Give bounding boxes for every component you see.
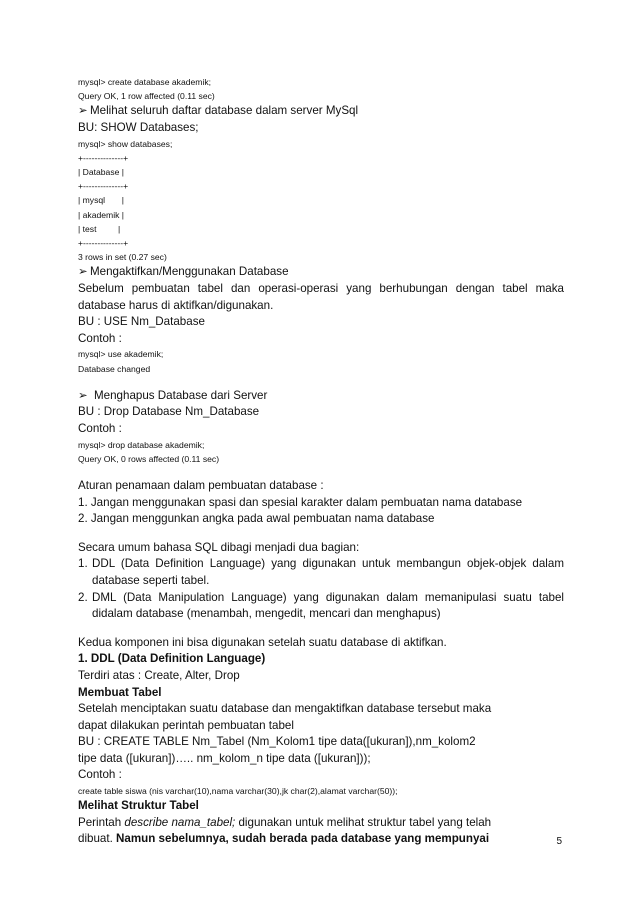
syntax-line: tipe data ([ukuran])….. nm_kolom_n tipe data ([ukuran])); [78,751,371,765]
page-content [78,75,564,848]
list-number: 1. [78,557,88,571]
code-output: Query OK, 0 rows affected (0.11 sec) [78,453,220,464]
arrow-bullet-icon: ➢ [78,104,88,118]
syntax-line: BU : CREATE TABLE Nm_Tabel (Nm_Kolom1 tipe data([ukuran]),nm_kolom2 [78,735,476,749]
table-border: +--------------+ [78,181,129,192]
page-number: 5 [556,836,562,847]
code-output: 3 rows in set (0.27 sec) [78,252,167,263]
subsection-heading: Melihat Struktur Tabel [78,799,199,813]
arrow-bullet-icon: ➢ [78,388,88,402]
code-term: describe nama_tabel; [124,815,236,829]
code-line: mysql> show databases; [78,138,173,149]
list-item-dml [78,590,564,623]
example-label: Contoh : [78,768,122,782]
paragraph: Sebelum pembuatan tabel dan operasi-operasi yang berhubungan dengan tabel maka database harus di aktifkan/digunakan. [78,282,564,312]
text-span: dibuat. [78,832,117,846]
table-row: | test | [78,223,121,234]
bullet-show-databases [78,103,564,120]
section-heading: 1. DDL (Data Definition Language) [78,652,266,666]
code-line: mysql> create database akademik; [78,77,212,87]
paragraph: Setelah menciptakan suatu database dan mengaktifkan database tersebut maka [78,702,492,716]
syntax-line: BU : USE Nm_Database [78,315,205,329]
syntax-line: BU: SHOW Databases; [78,121,199,134]
table-row: | mysql | [78,195,125,206]
bullet-text: Mengaktifkan/Menggunakan Database [90,265,289,279]
table-row: | akademik | [78,209,125,220]
paragraph [78,815,564,832]
bold-text: Namun sebelumnya, sudah berada pada database yang mempunyai [116,832,490,846]
table-border: +--------------+ [78,238,129,249]
sql-intro: Secara umum bahasa SQL dibagi menjadi dua bagian: [78,540,360,554]
arrow-bullet-icon: ➢ [78,265,88,279]
text-span: Perintah [78,815,125,829]
table-header: | Database | [78,167,125,177]
code-line: mysql> drop database akademik; [78,439,205,450]
example-label: Contoh : [78,331,122,345]
example-label: Contoh : [78,421,122,435]
subsection-heading: Membuat Tabel [78,685,162,699]
table-border: +--------------+ [78,152,129,163]
list-text: DML (Data Manipulation Language) yang digunakan dalam memanipulasi suatu tabel didalam database (menambah, mengedit, mencari dan menghapus) [92,590,564,621]
code-line: create table siswa (nis varchar(10),nama varchar(30),jk char(2),alamat varchar(50)); [78,786,398,797]
rule-item: 1. Jangan menggunakan spasi dan spesial karakter dalam pembuatan nama database [78,495,523,509]
code-line: mysql> use akademik; [78,349,164,360]
bullet-text: Melihat seluruh daftar database dalam server MySql [90,104,359,118]
rule-item: 2. Jangan menggunkan angka pada awal pembuatan nama database [78,512,435,526]
paragraph [78,831,564,848]
list-number: 2. [78,590,88,604]
list-text: DDL (Data Definition Language) yang digunakan untuk membangun objek-objek dalam database seperti tabel. [92,557,564,587]
code-output: Query OK, 1 row affected (0.11 sec) [78,91,215,102]
paragraph: Kedua komponen ini bisa digunakan setelah suatu database di aktifkan. [78,635,447,649]
code-output: Database changed [78,363,151,374]
list-item-ddl [78,556,564,589]
rules-heading: Aturan penamaan dalam pembuatan database : [78,478,324,492]
paragraph: dapat dilakukan perintah pembuatan tabel [78,718,294,732]
text-span: digunakan untuk melihat struktur tabel yang telah [235,815,492,829]
bullet-text: Menghapus Database dari Server [94,388,268,402]
bullet-use-database [78,264,564,281]
bullet-drop-database [78,388,564,405]
paragraph: Terdiri atas : Create, Alter, Drop [78,668,240,682]
syntax-line: BU : Drop Database Nm_Database [78,405,260,419]
